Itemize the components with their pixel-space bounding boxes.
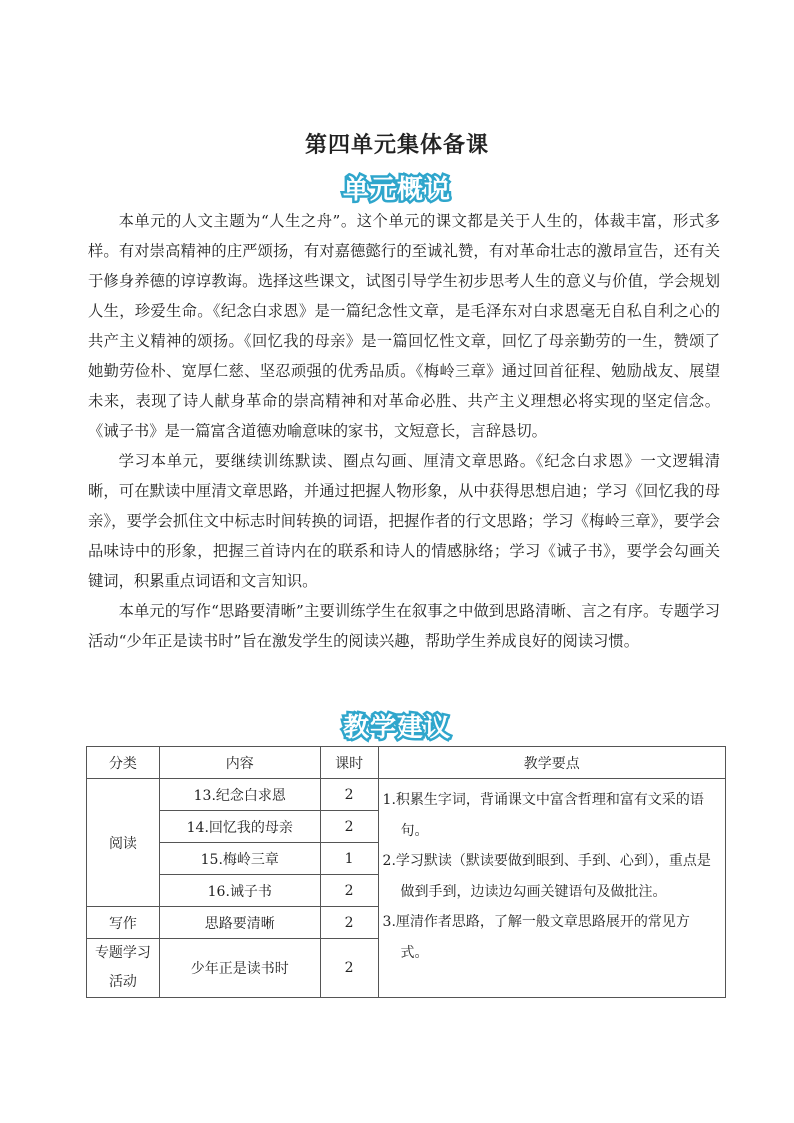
overview-text	[88, 206, 720, 656]
lesson-content: 13.纪念白求恩	[159, 779, 320, 811]
category-writing: 写作	[87, 907, 160, 939]
key-point-item: 2.学习默读（默读要做到眼到、手到、心到），重点是做到手到，边读边勾画关键语句及做批注。	[382, 853, 711, 900]
key-point-item: 3.厘清作者思路，了解一般文章思路展开的常见方式。	[382, 914, 690, 961]
activity-hours: 2	[320, 939, 378, 998]
table-row	[87, 779, 726, 811]
teaching-plan-table	[86, 746, 726, 998]
overview-paragraph: 学习本单元，要继续训练默读、圈点勾画、厘清文章思路。《纪念白求恩》一文逻辑清晰，可在默读中厘清文章思路，并通过把握人物形象，从中获得思想启迪；学习《回忆我的母亲》，要学会抓住文中标志时间转换的词语，把握作者的行文思路；学习《梅岭三章》，要学会品味诗中的形象，把握三首诗内在的联系和诗人的情感脉络；学习《诫子书》，要学会勾画关键词，积累重点词语和文言知识。	[88, 452, 720, 590]
activity-content: 少年正是读书时	[159, 939, 320, 998]
page-title: 第四单元集体备课	[304, 133, 489, 158]
header-hours: 课时	[320, 747, 378, 779]
section-heading-advice	[0, 706, 794, 750]
lesson-content: 14.回忆我的母亲	[159, 811, 320, 843]
teaching-key-points	[378, 779, 725, 998]
lesson-content: 16.诫子书	[159, 875, 320, 907]
section-heading-advice-text: 教学建议	[342, 713, 452, 743]
lesson-hours: 1	[320, 843, 378, 875]
overview-paragraph: 本单元的人文主题为“人生之舟”。这个单元的课文都是关于人生的，体裁丰富，形式多样。有对崇高精神的庄严颂扬，有对嘉德懿行的至诚礼赞，有对革命壮志的激昂宣告，还有关于修身养德的谆谆教诲。选择这些课文，试图引导学生初步思考人生的意义与价值，学会规划人生，珍爱生命。《纪念白求恩》是一篇纪念性文章，是毛泽东对白求恩毫无自私自利之心的共产主义精神的颂扬。《回忆我的母亲》是一篇回忆性文章，回忆了母亲勤劳的一生，赞颂了她勤劳俭朴、宽厚仁慈、坚忍顽强的优秀品质。《梅岭三章》通过回首征程、勉励战友、展望未来，表现了诗人献身革命的崇高精神和对革命必胜、共产主义理想必将实现的坚定信念。《诫子书》是一篇富含道德劝喻意味的家书，文短意长，言辞恳切。	[88, 212, 720, 440]
key-point-item: 1.积累生字词，背诵课文中富含哲理和富有文采的语句。	[382, 792, 704, 839]
lesson-content: 15.梅岭三章	[159, 843, 320, 875]
writing-hours: 2	[320, 907, 378, 939]
table-header-row	[87, 747, 726, 779]
writing-content: 思路要清晰	[159, 907, 320, 939]
header-content: 内容	[159, 747, 320, 779]
lesson-hours: 2	[320, 875, 378, 907]
category-activity-label: 专题学习活动	[94, 945, 151, 990]
section-heading-overview-text: 单元概说	[342, 175, 452, 205]
header-key-points: 教学要点	[378, 747, 725, 779]
overview-paragraph: 本单元的写作“思路要清晰”主要训练学生在叙事之中做到思路清晰、言之有序。专题学习活动“少年正是读书时”旨在激发学生的阅读兴趣，帮助学生养成良好的阅读习惯。	[88, 602, 720, 650]
category-reading: 阅读	[87, 779, 160, 907]
header-category: 分类	[87, 747, 160, 779]
lesson-hours: 2	[320, 779, 378, 811]
lesson-hours: 2	[320, 811, 378, 843]
category-activity	[87, 939, 160, 998]
